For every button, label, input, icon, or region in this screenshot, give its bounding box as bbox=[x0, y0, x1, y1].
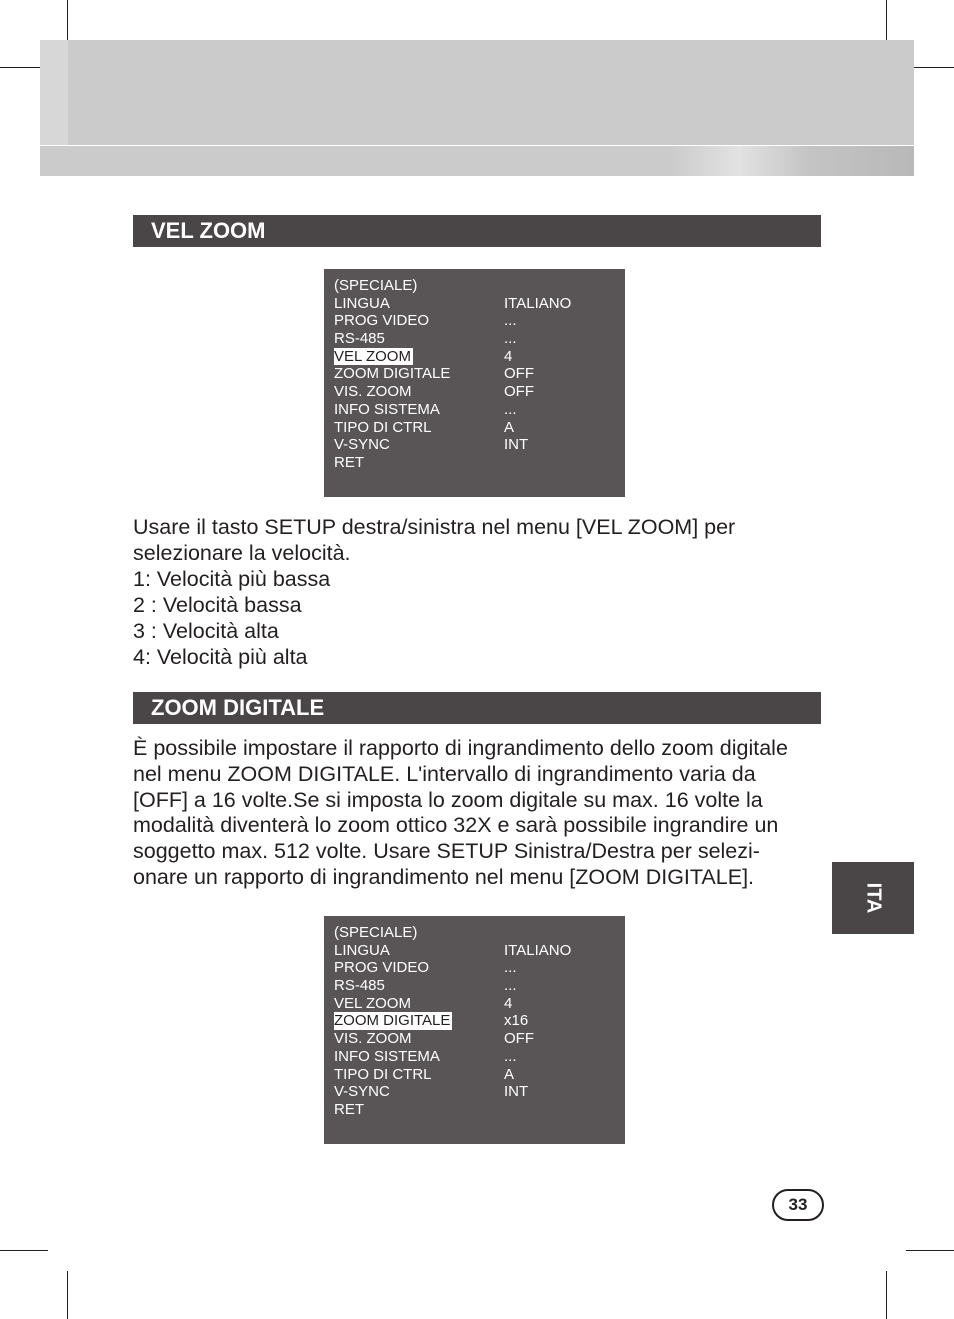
crop-mark bbox=[0, 1250, 48, 1251]
text-line: soggetto max. 512 volte. Usare SETUP Sinistra/Destra per selezi- bbox=[133, 839, 760, 864]
osd-menu-value: ... bbox=[504, 977, 517, 995]
osd-menu-row bbox=[334, 1066, 625, 1084]
osd-menu-label: VEL ZOOM bbox=[334, 994, 411, 1012]
osd-menu-row bbox=[334, 348, 625, 366]
osd-menu-row bbox=[334, 995, 625, 1013]
osd-menu-label: RS-485 bbox=[334, 330, 385, 348]
osd-menu-value: 4 bbox=[504, 347, 513, 365]
osd-menu-label: PROG VIDEO bbox=[334, 959, 430, 977]
osd-menu-label: (SPECIALE) bbox=[334, 924, 418, 941]
osd-menu-row bbox=[334, 1012, 625, 1030]
osd-menu-zoom-digitale bbox=[324, 916, 625, 1144]
page-header-accent bbox=[40, 40, 68, 145]
language-tab-label: ITA bbox=[862, 882, 885, 914]
osd-menu-row bbox=[334, 312, 625, 330]
osd-menu-value: INT bbox=[504, 1083, 529, 1101]
page-header-strip bbox=[40, 146, 914, 176]
text-line: [OFF] a 16 volte.Se si imposta lo zoom digitale su max. 16 volte la bbox=[133, 787, 763, 812]
osd-menu-value: ITALIANO bbox=[504, 294, 572, 312]
text-line: 2 : Velocità bassa bbox=[133, 593, 302, 617]
osd-menu-value: x16 bbox=[504, 1012, 529, 1030]
section-title-vel-zoom: VEL ZOOM bbox=[133, 215, 821, 247]
osd-menu-label-selected: ZOOM DIGITALE bbox=[334, 1012, 451, 1030]
osd-menu-row bbox=[334, 295, 625, 313]
crop-mark bbox=[67, 1271, 68, 1319]
osd-menu-value: 4 bbox=[504, 994, 513, 1012]
osd-menu-row bbox=[334, 1048, 625, 1066]
osd-menu-row bbox=[334, 1083, 625, 1101]
crop-mark bbox=[886, 1271, 887, 1319]
text-line: È possibile impostare il rapporto di ingrandimento dello zoom digitale bbox=[133, 736, 788, 760]
osd-menu-value: INT bbox=[504, 436, 529, 454]
osd-menu-label: INFO SISTEMA bbox=[334, 1047, 440, 1065]
osd-menu-row bbox=[334, 454, 625, 472]
osd-menu-label: V-SYNC bbox=[334, 1083, 390, 1101]
section-title-zoom-digitale: ZOOM DIGITALE bbox=[133, 692, 821, 724]
osd-menu-row bbox=[334, 401, 625, 419]
osd-menu-label: TIPO DI CTRL bbox=[334, 418, 432, 436]
osd-menu-value: ... bbox=[504, 330, 517, 348]
osd-menu-value: OFF bbox=[504, 1030, 534, 1048]
osd-menu-label: (SPECIALE) bbox=[334, 277, 418, 294]
osd-menu-row bbox=[334, 330, 625, 348]
osd-menu-row bbox=[334, 977, 625, 995]
osd-menu-value: OFF bbox=[504, 365, 534, 383]
osd-menu-label: VIS. ZOOM bbox=[334, 1030, 412, 1048]
osd-menu-row bbox=[334, 1101, 625, 1119]
osd-menu-row bbox=[334, 419, 625, 437]
text-line: selezionare la velocità. bbox=[133, 541, 351, 565]
osd-menu-label: LINGUA bbox=[334, 941, 390, 959]
osd-menu-row bbox=[334, 383, 625, 401]
osd-menu-value: A bbox=[504, 1065, 515, 1083]
osd-menu-label: RET bbox=[334, 453, 364, 471]
osd-menu-label: RET bbox=[334, 1100, 364, 1118]
page-number: 33 bbox=[772, 1189, 824, 1221]
osd-menu-label-selected: VEL ZOOM bbox=[334, 347, 411, 365]
language-tab bbox=[832, 862, 914, 934]
crop-mark bbox=[906, 1250, 954, 1251]
osd-menu-row bbox=[334, 959, 625, 977]
osd-menu-row bbox=[334, 277, 625, 295]
osd-menu-value: ITALIANO bbox=[504, 941, 572, 959]
text-line: 3 : Velocità alta bbox=[133, 619, 279, 643]
osd-menu-vel-zoom bbox=[324, 269, 625, 497]
text-line: 1: Velocità più bassa bbox=[133, 567, 331, 591]
osd-menu-label: V-SYNC bbox=[334, 436, 390, 454]
page-header-band bbox=[40, 40, 914, 145]
osd-menu-row bbox=[334, 1030, 625, 1048]
osd-menu-value: ... bbox=[504, 312, 517, 330]
osd-menu-label: RS-485 bbox=[334, 977, 385, 995]
text-line: 4: Velocità più alta bbox=[133, 645, 308, 669]
zoom-digitale-description bbox=[133, 736, 833, 891]
vel-zoom-description bbox=[133, 514, 833, 670]
osd-menu-row bbox=[334, 436, 625, 454]
osd-menu-label: ZOOM DIGITALE bbox=[334, 365, 451, 383]
osd-menu-label: TIPO DI CTRL bbox=[334, 1065, 432, 1083]
osd-menu-value: ... bbox=[504, 400, 517, 418]
text-line: Usare il tasto SETUP destra/sinistra nel menu [VEL ZOOM] per bbox=[133, 515, 736, 539]
text-line: onare un rapporto di ingrandimento nel menu [ZOOM DIGITALE]. bbox=[133, 864, 755, 889]
osd-menu-row bbox=[334, 924, 625, 942]
text-line: modalità diventerà lo zoom ottico 32X e sarà possibile ingrandire un bbox=[133, 813, 779, 838]
osd-menu-row bbox=[334, 942, 625, 960]
osd-menu-label: INFO SISTEMA bbox=[334, 400, 440, 418]
osd-menu-value: ... bbox=[504, 1047, 517, 1065]
osd-menu-value: ... bbox=[504, 959, 517, 977]
osd-menu-label: VIS. ZOOM bbox=[334, 383, 412, 401]
osd-menu-label: PROG VIDEO bbox=[334, 312, 430, 330]
osd-menu-row bbox=[334, 365, 625, 383]
osd-menu-value: A bbox=[504, 418, 515, 436]
osd-menu-label: LINGUA bbox=[334, 294, 390, 312]
text-line: nel menu ZOOM DIGITALE. L'intervallo di ingrandimento varia da bbox=[133, 761, 756, 786]
osd-menu-value: OFF bbox=[504, 383, 534, 401]
